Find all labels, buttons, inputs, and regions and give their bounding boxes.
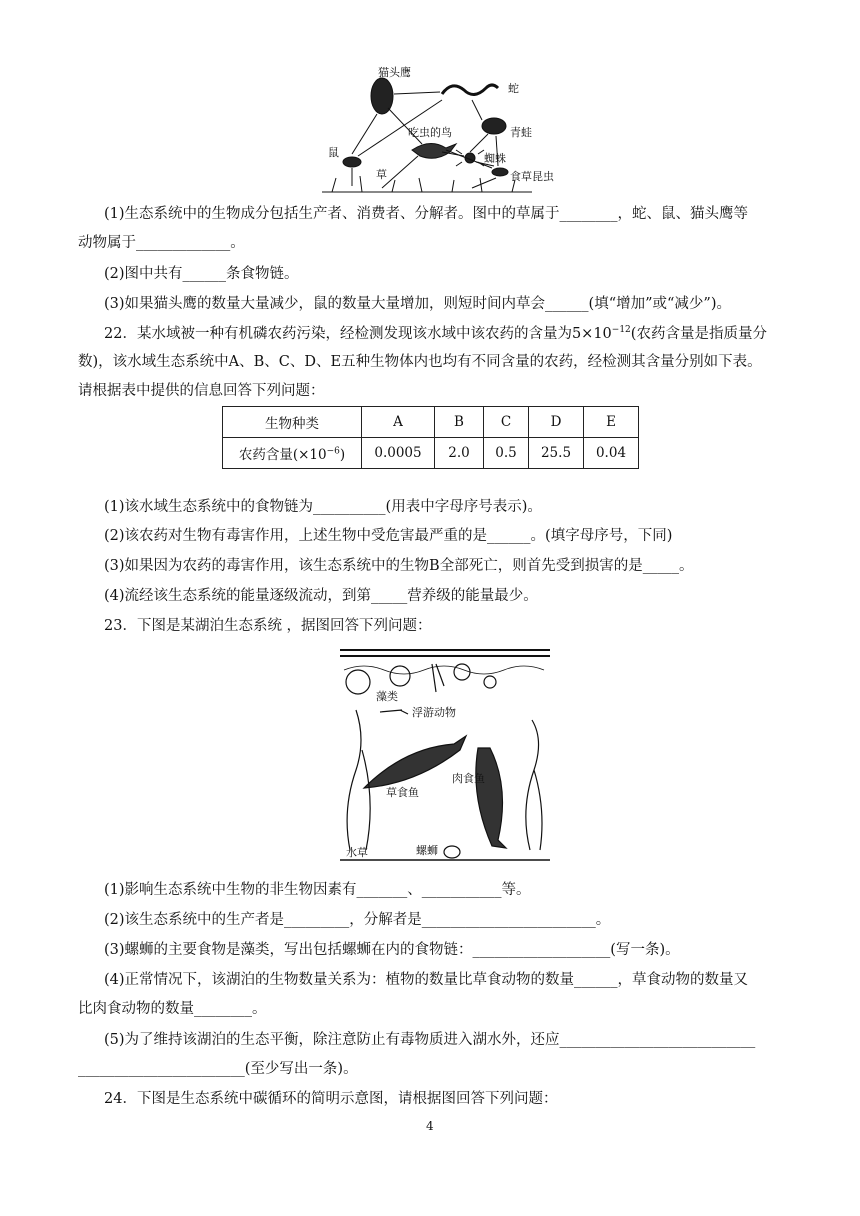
q22-intro-line3: 请根据表中提供的信息回答下列问题：	[78, 383, 325, 399]
q23-part3: (3)螺蛳的主要食物是藻类，写出包括螺蛳在内的食物链：___________________(写一条)。	[104, 942, 680, 958]
table-cell: 0.04	[584, 438, 639, 469]
water-surface	[340, 650, 550, 656]
q23-part2: (2)该生态系统中的生产者是_________，分解者是________________________。	[104, 912, 611, 928]
q23-part1: (1)影响生态系统中生物的非生物因素有_______、___________等。	[104, 882, 531, 898]
label-grass: 草	[376, 168, 387, 181]
herbivore-fish-drawing	[364, 736, 466, 788]
snake-drawing	[442, 85, 498, 95]
label-herbivore-fish: 草食鱼	[386, 786, 419, 799]
table-cell: C	[484, 407, 529, 438]
q22-part2: (2)该农药对生物有毒害作用，上述生物中受危害最严重的是______。(填字母序号，下同)	[104, 528, 673, 544]
label-zooplankton: 浮游动物	[412, 706, 456, 719]
table-cell: A	[362, 407, 435, 438]
q24-intro: 24．下图是生态系统中碳循环的简明示意图，请根据图回答下列问题：	[104, 1091, 558, 1107]
q21-part1-line1: (1)生态系统中的生物成分包括生产者、消费者、分解者。图中的草属于________，蛇、鼠、猫头鹰等	[104, 206, 749, 222]
label-bird: 吃虫的鸟	[408, 126, 452, 139]
q21-part1-line2: 动物属于_____________。	[78, 235, 245, 251]
insect-drawing	[492, 168, 508, 176]
label-waterweed: 水草	[346, 846, 368, 859]
q22-part3: (3)如果因为农药的毒害作用，该生态系统中的生物B全部死亡，则首先受到损害的是_____。	[104, 558, 694, 574]
table-row-values	[223, 438, 639, 469]
label-spider: 蜘蛛	[484, 152, 506, 165]
mouse-drawing	[343, 157, 361, 167]
grass-drawing	[322, 176, 532, 192]
table-row-species	[223, 407, 639, 438]
snail-drawing	[444, 846, 460, 858]
page-number: 4	[426, 1119, 434, 1133]
table-cell: D	[529, 407, 584, 438]
label-snail: 螺蛳	[416, 844, 438, 857]
q22-intro-line1: 22．某水域被一种有机磷农药污染，经检测发现该水域中该农药的含量为$5\times 10^{-12}$(农药含量是指质量分	[104, 325, 767, 342]
label-owl: 猫头鹰	[378, 66, 411, 79]
q23-part4-line1: (4)正常情况下，该湖泊的生物数量关系为：植物的数量比草食动物的数量______，草食动物的数量又	[104, 972, 749, 988]
label-frog: 青蛙	[510, 126, 532, 139]
q21-part3: (3)如果猫头鹰的数量大量减少，鼠的数量大量增加，则短时间内草会______(填“增加”或“减少”)。	[104, 296, 732, 312]
q23-intro: 23．下图是某湖泊生态系统 ，据图回答下列问题：	[104, 618, 432, 634]
frog-drawing	[482, 118, 506, 134]
table-cell: 25.5	[529, 438, 584, 469]
label-snake: 蛇	[508, 82, 519, 95]
algae-drawing	[346, 664, 496, 694]
label-insect: 食草昆虫	[510, 170, 554, 183]
q23-part4-line2: 比肉食动物的数量________。	[78, 1001, 267, 1017]
pesticide-table	[222, 406, 639, 469]
label-algae: 藻类	[376, 690, 398, 703]
table-header-species: 生物种类	[223, 407, 362, 438]
q22-part1: (1)该水域生态系统中的食物链为__________(用表中字母序号表示)。	[104, 499, 542, 515]
owl-drawing	[371, 78, 393, 114]
food-web-figure	[322, 64, 572, 196]
table-cell: 0.0005	[362, 438, 435, 469]
label-mouse: 鼠	[328, 146, 339, 159]
table-cell: 0.5	[484, 438, 529, 469]
q21-part2: (2)图中共有______条食物链。	[104, 266, 299, 282]
table-cell: 2.0	[435, 438, 484, 469]
table-cell: E	[584, 407, 639, 438]
carnivore-fish-drawing	[476, 748, 506, 848]
q23-part5-line2: _______________________(至少写出一条)。	[78, 1061, 358, 1077]
lake-ecosystem-figure	[340, 640, 550, 868]
q23-part5-line1: (5)为了维持该湖泊的生态平衡，除注意防止有毒物质进入湖水外，还应___________________________	[104, 1032, 756, 1048]
label-carnivore-fish: 肉食鱼	[452, 772, 485, 785]
q22-part4: (4)流经该生态系统的能量逐级流动，到第_____营养级的能量最少。	[104, 588, 538, 604]
table-cell: B	[435, 407, 484, 438]
q22-intro-line2: 数)，该水域生态系统中A、B、C、D、E五种生物体内也均有不同含量的农药，经检测其含量分别如下表。	[78, 354, 762, 370]
table-header-content: 农药含量$(\times 10^{-6})$	[223, 438, 362, 469]
